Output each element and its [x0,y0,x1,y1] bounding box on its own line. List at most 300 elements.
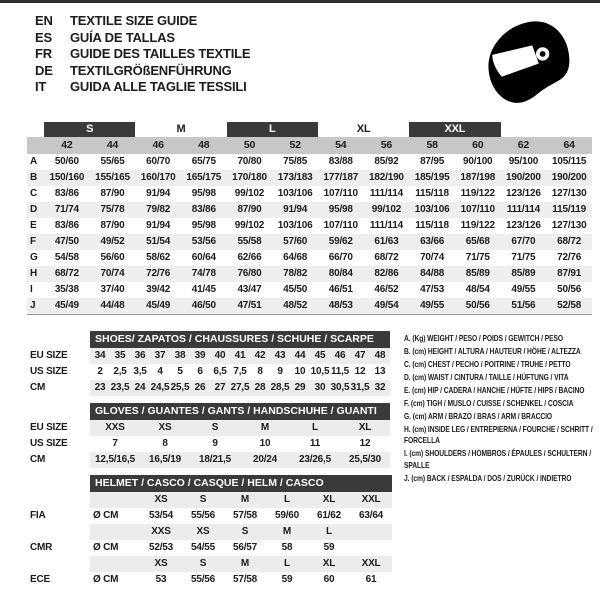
sub-row-label: ECE [30,574,50,585]
measurement-row-a [27,154,592,170]
sub-value-cell: 2 [97,366,103,377]
sub-value-cell: 28 [250,380,270,396]
legend-item: G. (cm) ARM / BRAZO / BRAS / ARM / BRACCIO [404,410,553,421]
sub-row-label: FIA [30,510,46,521]
measurement-cell: 49/55 [511,284,536,295]
measurement-cell: 62/66 [237,252,262,263]
sub-value-cell: 37 [150,348,170,364]
language-code: ES [35,29,52,45]
sub-value-cell: Ø CM [93,574,119,585]
size-header-cell: 48 [181,137,227,154]
measurement-cell: 119/122 [460,188,495,199]
size-header-cell: 62 [501,137,547,154]
measurement-cell: 173/183 [272,170,318,186]
row-label: B [27,170,44,186]
measurement-cell: 54/58 [54,252,79,263]
measurement-cell: 87/90 [100,220,125,231]
measurement-cell: 56/60 [100,252,125,263]
measurement-cell: 48/54 [465,284,490,295]
legend-item: C. (cm) CHEST / PECHO / POITRINE / TRUHE / PETTO [404,358,571,369]
sub-value-cell: 55/56 [190,574,216,585]
measurement-cell: 52/58 [546,298,592,315]
sub-value-cell: 32 [370,380,390,396]
row-label: C [30,188,38,199]
sub-value-cell: 24,5 [150,380,170,396]
sub-value-cell [350,524,392,540]
measurement-cell: 58/62 [146,252,171,263]
sub-value-cell: 61/62 [316,510,342,521]
measurement-cell: 67/70 [501,234,547,250]
sub-value-cell: 10,5 [310,366,330,377]
measurement-cell: 70/74 [90,266,136,282]
measurement-cell: 83/86 [54,188,79,199]
measurement-cell: 71/74 [44,202,90,218]
measurement-cell: 47/51 [227,298,273,315]
legend-item: E. (cm) HIP / CADERA / HANCHE / HÜFTE / HIPS / BACINO [404,384,585,395]
measurement-cell: 68/72 [44,266,90,282]
measurement-cell: 82/86 [364,266,410,282]
measurement-cell: 99/102 [234,188,265,199]
sub-table-title: HELMET / CASCO / CASQUE / HELM / CASCO [90,475,392,492]
measurement-cell: 90/100 [463,156,493,167]
sub-table-row [28,508,392,524]
sub-value-cell: 36 [130,348,150,364]
size-group-s: S [44,122,135,137]
language-code: FR [35,46,52,61]
sub-value-cell: 7 [112,438,118,449]
measurement-cell: 44/48 [90,298,136,315]
measurement-cell: 85/92 [374,156,399,167]
measurement-cell: 71/75 [465,252,490,263]
measurement-cell: 95/100 [508,156,539,167]
sub-row-label: US SIZE [30,366,68,377]
sub-value-cell: 59 [281,574,293,585]
measurement-cell: 170/180 [227,170,273,186]
language-title: GUIDE DES TAILLES TEXTILE [70,46,251,61]
sub-value-cell: 45 [310,348,330,364]
measurement-cell: 87/90 [227,202,273,218]
size-header-cell: 60 [455,137,501,154]
size-group-spacer [27,122,44,137]
measurement-cell: 115/119 [546,202,592,218]
measurement-cell: 95/98 [191,220,216,231]
sub-table-title: SHOES/ ZAPATOS / CHAUSSURES / SCHUHE / SCARPE [90,331,390,348]
measurement-row-j [27,298,592,315]
sub-value-cell: 38 [170,348,190,364]
sub-value-cell: 20/24 [240,452,290,468]
sub-row-label: EU SIZE [30,350,68,361]
sub-value-cell: 12 [354,366,366,377]
sub-value-cell: L [266,556,308,572]
sub-value-cell: 47 [350,348,370,364]
sub-title-row [28,403,390,420]
measurement-cell: 115/118 [415,220,449,231]
sub-row-label: EU SIZE [30,422,68,433]
language-title: TEXTILE SIZE GUIDE [70,13,198,28]
language-code: EN [35,13,53,28]
measurement-cell: 75/78 [90,202,136,218]
sub-title-row [28,331,390,348]
measurement-row-h [27,266,592,282]
sub-value-cell: 23/26,5 [290,452,340,468]
measurement-cell: 50/60 [54,156,79,167]
measurement-cell: 61/63 [364,234,410,250]
sub-value-cell: Ø CM [93,510,119,521]
measurement-cell: 107/110 [323,220,358,231]
measurement-cell: 87/90 [100,188,125,199]
measurement-cell: 45/49 [44,298,90,315]
language-title: GUIDA ALLE TAGLIE TESSILI [70,79,247,94]
sub-value-cell [90,556,140,572]
measurement-cell: 103/106 [277,188,313,199]
sub-value-cell: 24 [130,380,150,396]
legend-item: J. (cm) BACK / ESPALDA / DOS / ZURÜCK / INDIETRO [404,472,572,483]
measurement-cell: 66/70 [328,252,353,263]
sub-value-cell: 56/57 [232,542,258,553]
size-header-cell: 58 [409,137,455,154]
measurement-cell: 50/56 [455,298,501,315]
measurement-cell: 150/160 [44,170,90,186]
measurement-legend [404,331,596,595]
sub-table-row [28,556,392,572]
row-label: D [27,202,44,218]
sub-value-cell: 27,5 [230,380,250,396]
sub-value-cell: 48 [370,348,390,364]
language-title: TEXTILGRÖßENFÜHRUNG [70,62,232,78]
measurement-cell: 46/51 [328,284,353,295]
sub-value-cell: 23,5 [110,380,130,396]
measurement-cell: 190/200 [546,170,592,186]
sub-value-cell: 53/54 [148,510,174,521]
measurement-cell: 49/52 [90,234,136,250]
sub-value-cell: 10 [294,366,306,377]
sub-value-cell: XL [308,492,350,508]
size-group-row [27,122,592,137]
size-header-cell: 44 [90,137,136,154]
sub-value-cell: 63/64 [359,510,384,521]
measurement-cell: 63/66 [409,234,455,250]
measurement-cell: 46/50 [181,298,227,315]
sub-value-cell: 29 [290,380,310,396]
measurement-cell: 60/64 [191,252,216,263]
sub-value-cell: 35 [110,348,130,364]
size-header-cell: 64 [546,137,592,154]
measurement-cell: 43/47 [237,284,262,295]
sub-table-row [28,524,392,540]
measurement-cell: 55/58 [227,234,273,250]
sub-value-cell: 39 [190,348,210,364]
sub-value-cell: 57/58 [232,510,258,521]
measurement-cell: 47/53 [420,284,445,295]
sub-value-cell: 55/56 [190,510,216,521]
measurement-cell: 65/68 [455,234,501,250]
measurement-cell: 80/84 [318,266,364,282]
measurement-cell: 187/198 [455,170,501,186]
sub-value-cell: S [190,420,240,436]
measurement-row-g [27,250,592,266]
sub-value-cell: 7,5 [233,366,247,377]
measurement-cell: 49/54 [364,298,410,315]
sub-value-cell: 28,5 [270,380,290,396]
measurement-cell: 53/56 [181,234,227,250]
measurement-cell: 85/89 [501,266,547,282]
sub-value-cell [90,524,140,540]
measurement-cell: 48/52 [272,298,318,315]
sub-value-cell: 25,5/30 [340,452,390,468]
sub-value-cell: XS [140,556,182,572]
measurement-cell: 182/190 [364,170,410,186]
sub-table-row [28,572,392,588]
sub-value-cell: XXS [90,420,140,436]
measurement-cell: 123/126 [506,220,541,231]
size-group-xl: XL [356,123,371,135]
measurement-row-e [27,218,592,234]
measurement-cell: 83/88 [328,156,353,167]
sub-value-cell: L [308,524,350,540]
row-label: A [30,156,38,167]
sub-value-cell: 5 [177,366,183,377]
sub-value-cell: 2,5 [113,366,127,377]
measurement-cell: 72/76 [135,266,181,282]
sub-table-row [28,540,392,556]
sub-value-cell: 52/53 [148,542,174,553]
sub-table-title: GLOVES / GUANTES / GANTS / HANDSCHUHE / GUANTI [90,403,390,420]
sub-value-cell: 53 [155,574,167,585]
measurement-cell: 64/68 [283,252,308,263]
measurement-cell: 103/106 [409,202,455,218]
sub-value-cell: S [182,556,224,572]
measurement-cell: 91/94 [146,220,171,231]
sub-value-cell: 61 [365,574,377,585]
measurement-cell: 85/89 [455,266,501,282]
measurement-row-b [27,170,592,186]
sub-value-cell: M [224,556,266,572]
measurement-cell: 127/130 [551,188,587,199]
measurement-cell: 107/110 [455,202,501,218]
measurement-cell: 115/118 [415,188,449,199]
measurement-row-c [27,186,592,202]
sub-row-label: CM [30,454,46,465]
sub-row-label: CMR [30,542,53,553]
size-group-spacer [501,122,547,137]
measurement-cell: 177/187 [318,170,364,186]
measurement-cell: 68/72 [374,252,399,263]
row-label: G [30,252,38,263]
sub-value-cell: 18/21,5 [190,452,240,468]
legend-item: I. (cm) SHOULDERS / HOMBROS / ÉPAULES / SCHULTERN / SPALLE [404,448,592,470]
sub-value-cell: 57/58 [232,574,258,585]
sub-value-cell: 3,5 [133,366,147,377]
sub-row-label [28,492,90,508]
sub-table-row [28,364,390,380]
lower-section [0,331,600,595]
measurement-row-f [27,234,592,250]
sub-value-cell: 11 [309,438,321,449]
row-label: I [30,284,33,295]
sub-value-cell: 42 [250,348,270,364]
measurement-cell: 46/52 [374,284,399,295]
measurement-cell: 119/122 [460,220,495,231]
measurement-cell: 95/98 [318,202,364,218]
legend-item: D. (cm) WAIST / CINTURA / TAILLE / HÜFTUNG / VITA [404,371,569,382]
measurement-cell: 59/62 [318,234,364,250]
sub-value-cell: 54/55 [190,542,216,553]
sub-row-label [28,556,90,572]
sub-table-row [28,452,390,468]
sub-value-cell: 23 [90,380,110,396]
size-header-cell: 50 [227,137,273,154]
measurement-cell: 71/75 [511,252,536,263]
gloves-size-table [28,403,390,468]
sub-table-row [28,436,390,452]
sub-value-cell: 40 [210,348,230,364]
sub-value-cell: 59/60 [274,510,300,521]
measurement-cell: 51/54 [135,234,181,250]
measurement-cell: 45/50 [283,284,308,295]
measurement-cell: 49/55 [409,298,455,315]
row-label: J [27,298,44,315]
sub-value-cell: 31,5 [350,380,370,396]
measurement-cell: 75/85 [283,156,308,167]
row-label: F [27,234,44,250]
sub-value-cell: 8 [162,438,168,449]
measurement-cell: 41/45 [191,284,216,295]
measurement-cell: 185/195 [409,170,455,186]
measurement-cell: 48/53 [318,298,364,315]
measurement-cell: 72/76 [557,252,582,263]
measurement-cell: 51/56 [501,298,547,315]
measurement-cell: 87/91 [546,266,592,282]
sub-value-cell: XL [340,420,390,436]
measurement-cell: 160/170 [135,170,181,186]
measurement-cell: 127/130 [551,220,587,231]
sub-value-cell: 11,5 [330,366,350,377]
sub-value-cell: L [266,492,308,508]
sub-value-cell: 30,5 [330,380,350,396]
measurement-cell: 155/165 [90,170,136,186]
sub-value-cell: 12 [359,438,371,449]
row-label: E [30,220,37,231]
sub-value-cell: 46 [330,348,350,364]
size-header-cell: 56 [364,137,410,154]
measurement-cell: 70/74 [420,252,445,263]
measurement-cell: 39/42 [146,284,171,295]
sub-title-spacer [28,403,90,420]
sub-value-cell: 27 [210,380,230,396]
sub-value-cell: S [182,492,224,508]
language-title: GUÍA DE TALLAS [70,29,175,45]
legend-item: A. (Kg) WEIGHT / PESO / POIDS / GEWITCH / PESO [404,332,563,343]
sub-title-row [28,475,392,492]
sub-value-cell: 12,5/16,5 [90,452,140,468]
sub-value-cell: 16,5/19 [140,452,190,468]
measurement-cell: 111/114 [369,220,403,231]
measurement-cell: 78/82 [272,266,318,282]
sub-value-cell: 10 [259,438,271,449]
sub-value-cell: 58 [281,542,293,553]
size-header-cell: 54 [318,137,364,154]
sub-value-cell: L [290,420,340,436]
measurement-cell: 111/114 [501,202,547,218]
measurement-cell: 55/65 [100,156,125,167]
measurement-cell: 190/200 [501,170,547,186]
measurement-cell: 76/80 [227,266,273,282]
sub-value-cell: XS [140,492,182,508]
textile-size-table [27,122,592,315]
sub-row-label: CM [30,382,46,393]
measurement-cell: 107/110 [323,188,358,199]
sub-value-cell: XS [140,420,190,436]
measurement-cell: 70/80 [237,156,262,167]
size-group-l: L [227,122,318,137]
size-header-cell: 42 [44,137,90,154]
racing-helmet-icon [479,15,574,110]
sub-table-row [28,348,390,364]
sub-row-label: US SIZE [30,438,68,449]
measurement-cell: 45/49 [135,298,181,315]
sub-value-cell [90,492,140,508]
sub-value-cell: 6,5 [213,366,227,377]
row-label: H [27,266,44,282]
measurement-cell: 68/72 [546,234,592,250]
helmet-size-table [28,475,392,588]
sub-value-cell: 60 [323,574,335,585]
measurement-cell: 99/102 [234,220,265,231]
sub-row-label [28,524,90,540]
size-header-cell: 46 [135,137,181,154]
sub-title-spacer [28,331,90,348]
size-header-cell: 52 [272,137,318,154]
sub-value-cell: M [224,492,266,508]
measurement-cell: 91/94 [272,202,318,218]
sub-value-cell: 43 [270,348,290,364]
measurement-cell: 47/50 [44,234,90,250]
sub-value-cell: 6 [197,366,203,377]
measurement-cell: 74/78 [181,266,227,282]
sub-value-cell: XL [308,556,350,572]
measurement-cell: 123/126 [506,188,541,199]
measurement-cell: 99/102 [364,202,410,218]
sub-value-cell: 44 [290,348,310,364]
sub-value-cell: Ø CM [93,542,119,553]
sub-table-row [28,492,392,508]
size-header-spacer [27,137,44,154]
sub-value-cell: 9 [212,438,218,449]
sub-value-cell: 30 [310,380,330,396]
sub-value-cell: 4 [157,366,163,377]
measurement-cell: 84/88 [409,266,455,282]
sub-value-cell: XXL [350,556,392,572]
size-group-m: M [176,123,186,135]
legend-item: B. (cm) HEIGHT / ALTURA / HAUTEUR / HÖHE / ALTEZZA [404,345,581,356]
accessory-tables [0,331,392,595]
sub-value-cell [350,540,392,556]
measurement-row-d [27,202,592,218]
measurement-cell: 83/86 [181,202,227,218]
sub-value-cell: XXS [140,524,182,540]
measurement-cell: 83/86 [54,220,79,231]
sub-value-cell: 9 [277,366,283,377]
measurement-cell: 65/75 [191,156,216,167]
sub-value-cell: 26 [190,380,210,396]
language-code: DE [35,62,53,78]
sub-value-cell: S [224,524,266,540]
sub-value-cell: 34 [90,348,110,364]
sub-table-row [28,420,390,436]
sub-value-cell: M [266,524,308,540]
size-number-row [27,137,592,154]
sub-table-row [28,380,390,396]
